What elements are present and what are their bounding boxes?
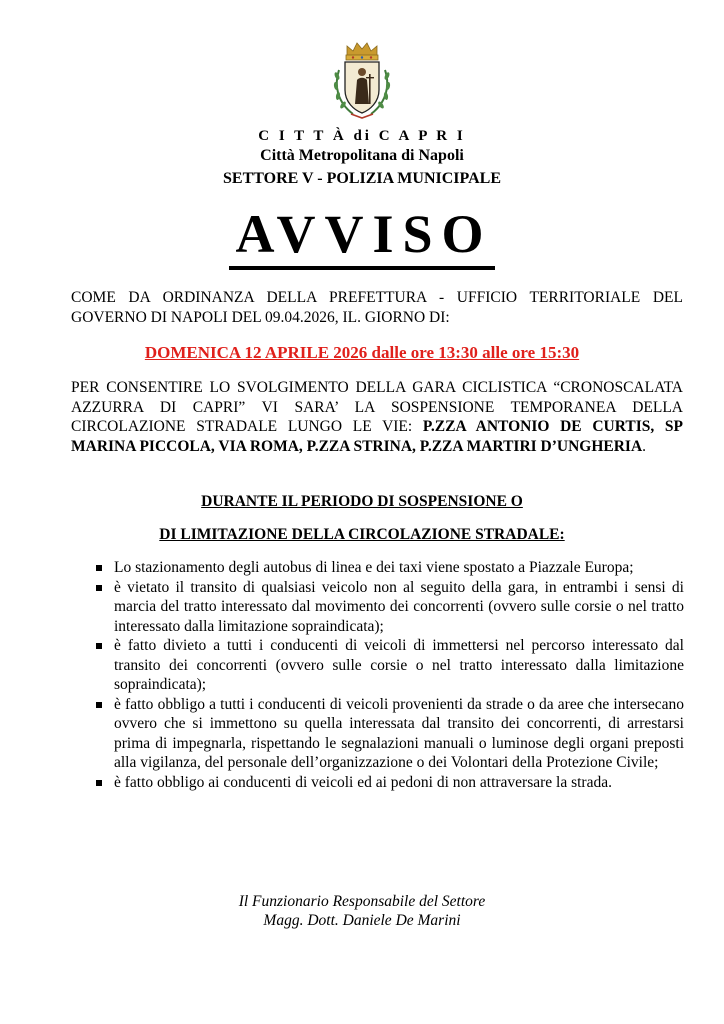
date-line-wrap [0, 343, 724, 363]
metropolitan-city: Città Metropolitana di Napoli [260, 147, 464, 164]
square-bullet-icon [96, 780, 102, 786]
rule-text: è fatto obbligo a tutti i conducenti di veicoli provenienti da strade o da aree che intersecano ovvero che si immettono su quella interessata dal transito dei concorrenti, di arrestarsi prima di impegnarla, rispettando le segnalazioni manuali o luminose degli organi preposti alla vigilanza, del personale dell’organizzazione o dei Volontari della Protezione Civile; [114, 695, 684, 771]
rule-text: è vietato il transito di qualsiasi veicolo non al seguito della gara, in entrambi i sensi di marcia del tratto interessato dal movimento dei concorrenti (ovvero sulle corsie o nel tratto interessato dalla limitazione sopraindicata); [114, 578, 684, 635]
notice-title: AVVISO [229, 204, 494, 270]
rule-text: Lo stazionamento degli autobus di linea e dei taxi viene spostato a Piazzale Europa; [114, 559, 634, 576]
square-bullet-icon [96, 643, 102, 649]
signature-name: Magg. Dott. Daniele De Marini [263, 912, 461, 929]
subheading-2-wrap [0, 526, 724, 544]
ordinance-intro: COME DA ORDINANZA DELLA PREFETTURA - UFFICIO TERRITORIALE DEL GOVERNO DI NAPOLI DEL 09.04.2026, IL. GIORNO DI: [71, 289, 683, 326]
list-item [96, 773, 684, 793]
list-item [96, 695, 684, 773]
rule-text: è fatto obbligo ai conducenti di veicoli ed ai pedoni di non attraversare la strada. [114, 773, 612, 791]
purpose-paragraph [71, 378, 683, 456]
subheading-1-wrap [0, 493, 724, 511]
signature-role: Il Funzionario Responsabile del Settore [238, 893, 486, 910]
list-item [96, 578, 684, 637]
subheading-1: DURANTE IL PERIODO DI SOSPENSIONE O [201, 493, 523, 510]
square-bullet-icon [96, 702, 102, 708]
purpose-end: . [642, 437, 647, 455]
sector-name: SETTORE V - POLIZIA MUNICIPALE [223, 170, 501, 187]
street-list: P.ZZA ANTONIO DE CURTIS, SP MARINA PICCOLA, VIA ROMA, P.ZZA STRINA, P.ZZA MARTIRI D’UNGHERIA [71, 418, 683, 455]
purpose-text: PER CONSENTIRE LO SVOLGIMENTO DELLA GARA CICLISTICA “CRONOSCALATA AZZURRA DI CAPRI” VI SARA’ LA SOSPENSIONE TEMPORANEA DELLA CIRCOLAZIONE STRADALE LUNGO LE VIE: [71, 379, 683, 435]
rule-text: è fatto divieto a tutti i conducenti di veicoli di immettersi nel percorso interessato dal transito dei concorrenti (ovvero sulle corsie o nel tratto interessato dalla limitazione sopraindicata); [114, 637, 684, 693]
square-bullet-icon [96, 585, 102, 591]
rules-list [96, 558, 684, 792]
list-item [96, 636, 684, 695]
subheading-2: DI LIMITAZIONE DELLA CIRCOLAZIONE STRADALE: [159, 526, 565, 543]
square-bullet-icon [96, 565, 102, 571]
list-item [96, 558, 684, 578]
city-name: C I T T À di C A P R I [258, 128, 466, 144]
city-coat-of-arms-icon [329, 40, 395, 120]
notice-title-wrap [0, 204, 724, 270]
date-line: DOMENICA 12 APRILE 2026 dalle ore 13:30 alle ore 15:30 [144, 343, 580, 362]
